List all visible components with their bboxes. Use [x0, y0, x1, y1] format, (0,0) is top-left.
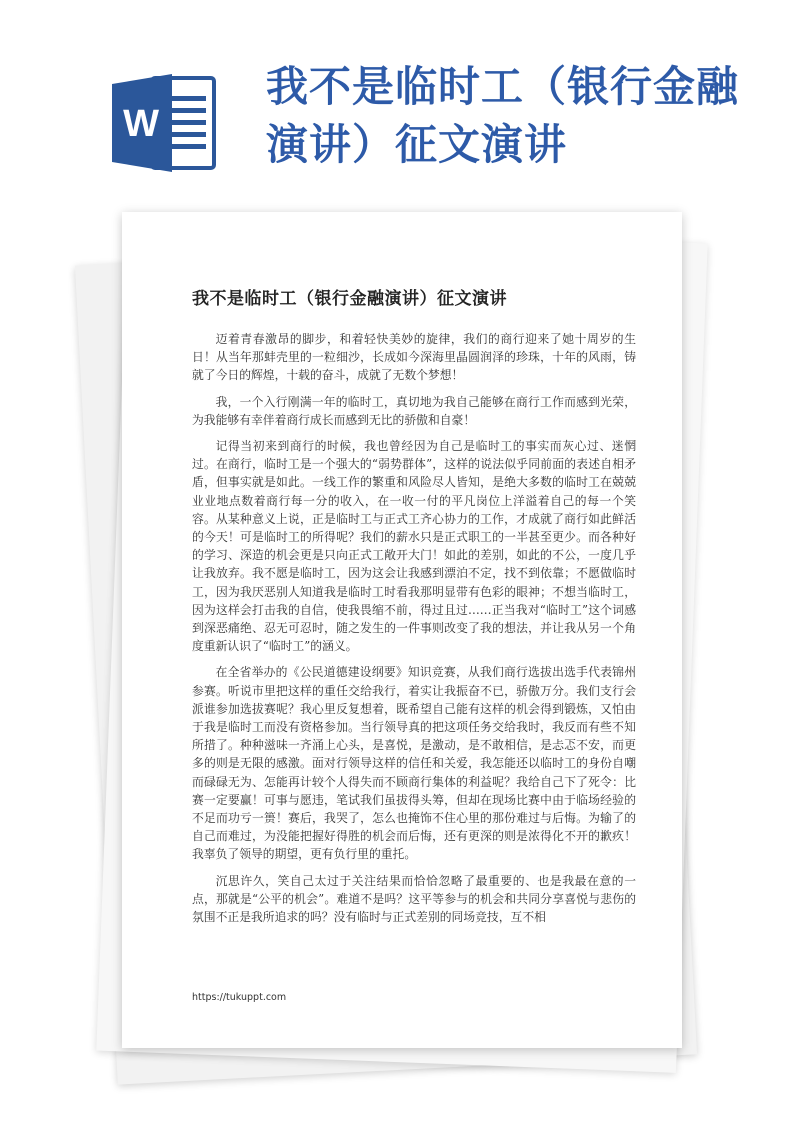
- document-paragraph: 记得当初来到商行的时候，我也曾经因为自己是临时工的事实而灰心过、迷惘过。在商行，临时工是一个强大的“弱势群体”，这样的说法似乎同前面的表述自相矛盾，但事实就是如此。一线工作的繁重和风险尽人皆知，是绝大多数的临时工在兢兢业业地点数着商行每一分的收入，在一收一付的平凡岗位上洋溢着自己的每一个笑容。从某种意义上说，正是临时工与正式工齐心协力的工作，才成就了商行如此鲜活的今天！可是临时工的所得呢？我们的薪水只是正式职工的一半甚至更少。而各种好的学习、深造的机会更是只向正式工敞开大门！如此的差别，如此的不公，一度几乎让我放弃。我不愿是临时工，因为这会让我感到漂泊不定，找不到依靠；不愿做临时工，因为我厌恶别人知道我是临时工时看我那明显带有色彩的眼神；不想当临时工，因为这样会打击我的自信，使我畏缩不前，得过且过……正当我对“临时工”这个词感到深恶痛绝、忍无可忍时，随之发生的一件事则改变了我的想法，并让我从另一个角度重新认识了“临时工”的涵义。: [192, 439, 636, 654]
- document-paragraph: 迈着青春激昂的脚步，和着轻快美妙的旋律，我们的商行迎来了她十周岁的生日！从当年那蚌壳里的一粒细沙，长成如今深海里晶圆润泽的珍珠，十年的风雨，铸就了今日的辉煌，十载的奋斗，成就了无数个梦想！: [192, 332, 636, 383]
- word-document-icon: [112, 72, 218, 174]
- document-title: 我不是临时工（银行金融演讲）征文演讲: [192, 289, 507, 309]
- page-title: 我不是临时工（银行金融演讲）征文演讲: [266, 62, 740, 169]
- footer-url: https://tukuppt.com: [192, 992, 287, 1003]
- document-paragraph: 沉思许久，笑自己太过于关注结果而恰恰忽略了最重要的、也是我最在意的一点，那就是“公平的机会”。难道不是吗？这平等参与的机会和共同分享喜悦与悲伤的氛围不正是我所追求的吗？没有临时与正式差别的同场竞技，互不相: [192, 873, 636, 925]
- svg-text:W: W: [123, 103, 159, 145]
- document-paragraph: 我，一个入行刚满一年的临时工，真切地为我自己能够在商行工作而感到光荣，为我能够有幸伴着商行成长而感到无比的骄傲和自豪！: [192, 394, 636, 427]
- document-paragraph: 在全省举办的《公民道德建设纲要》知识竞赛，从我们商行选拔出选手代表锦州参赛。听说市里把这样的重任交给我行，着实让我振奋不已，骄傲万分。我们支行会派谁参加选拔赛呢？我心里反复想着，既希望自己能有这样的机会得到锻炼，又怕由于我是临时工而没有资格参加。当行领导真的把这项任务交给我时，我反而有些不知所措了。种种滋味一齐涌上心头，是喜悦，是激动，是不敢相信，是忐忑不安，而更多的则是无限的感激。面对行领导这样的信任和关爱，我怎能还以临时工的身份自嘲而碌碌无为、怎能再计较个人得失而不顾商行集体的利益呢？我给自己下了死令：比赛一定要赢！可事与愿违，笔试我们虽拔得头筹，但却在现场比赛中由于临场经验的不足而功亏一篑！赛后，我哭了，怎么也掩饰不住心里的那份难过与后悔。为输了的自己而难过，为没能把握好得胜的机会而后悔，还有更深的则是浓得化不开的歉疚！我辜负了领导的期望，更有负行里的重托。: [192, 665, 636, 862]
- document-page: [122, 212, 682, 1048]
- document-body: [192, 330, 636, 970]
